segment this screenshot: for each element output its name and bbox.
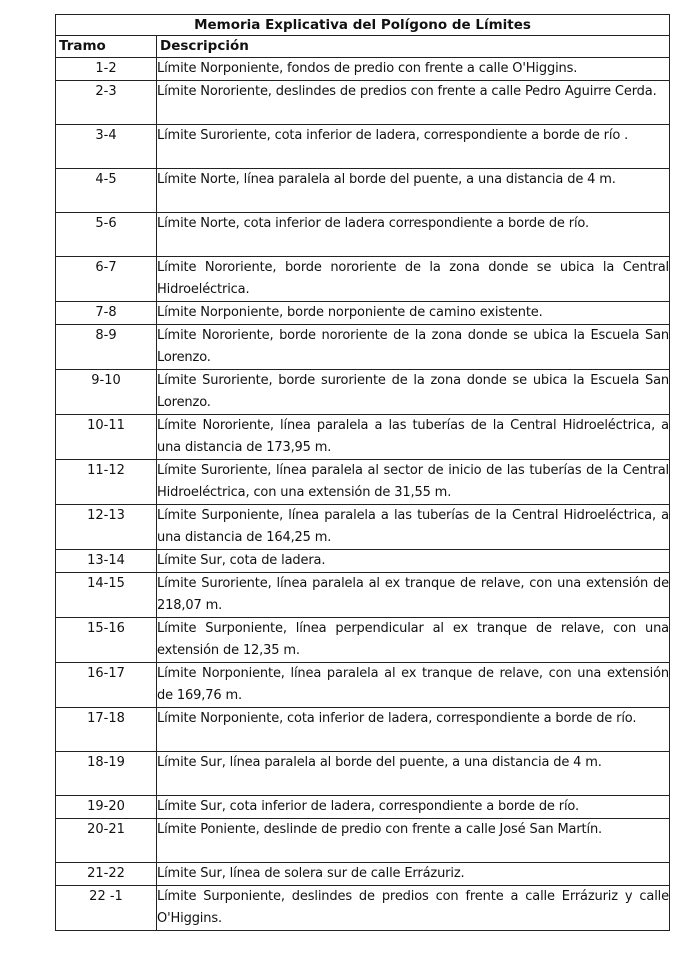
tramo-cell: 19-20	[56, 796, 157, 819]
table-row	[56, 819, 670, 863]
limits-table	[55, 14, 670, 931]
descripcion-cell: Límite Sur, línea paralela al borde del puente, a una distancia de 4 m.	[157, 752, 670, 796]
table-row	[56, 370, 670, 415]
descripcion-cell: Límite Poniente, deslinde de predio con frente a calle José San Martín.	[157, 819, 670, 863]
table-row	[56, 257, 670, 302]
descripcion-cell: Límite Sur, línea de solera sur de calle Errázuriz.	[157, 863, 670, 886]
descripcion-cell: Límite Nororiente, borde nororiente de la zona donde se ubica la Escuela San Lorenzo.	[157, 325, 670, 370]
tramo-cell: 6-7	[56, 257, 157, 302]
table-title: Memoria Explicativa del Polígono de Límites	[56, 15, 670, 36]
table-row	[56, 708, 670, 752]
descripcion-cell: Límite Surponiente, deslindes de predios con frente a calle Errázuriz y calle O'Higgins.	[157, 886, 670, 931]
table-row	[56, 618, 670, 663]
descripcion-cell: Límite Norponiente, fondos de predio con frente a calle O'Higgins.	[157, 58, 670, 81]
tramo-cell: 4-5	[56, 169, 157, 213]
descripcion-cell: Límite Surponiente, línea paralela a las tuberías de la Central Hidroeléctrica, a una distancia de 164,25 m.	[157, 505, 670, 550]
table-row	[56, 81, 670, 125]
descripcion-cell: Límite Norponiente, línea paralela al ex tranque de relave, con una extensión de 169,76 m.	[157, 663, 670, 708]
descripcion-cell: Límite Nororiente, línea paralela a las tuberías de la Central Hidroeléctrica, a una distancia de 173,95 m.	[157, 415, 670, 460]
table-row	[56, 169, 670, 213]
tramo-cell: 1-2	[56, 58, 157, 81]
tramo-cell: 22 -1	[56, 886, 157, 931]
tramo-cell: 16-17	[56, 663, 157, 708]
document-page	[55, 14, 669, 931]
descripcion-cell: Límite Norponiente, borde norponiente de camino existente.	[157, 302, 670, 325]
descripcion-cell: Límite Suroriente, línea paralela al sector de inicio de las tuberías de la Central Hidroeléctrica, con una extensión de 31,55 m.	[157, 460, 670, 505]
tramo-cell: 11-12	[56, 460, 157, 505]
table-row	[56, 863, 670, 886]
table-row	[56, 213, 670, 257]
tramo-cell: 21-22	[56, 863, 157, 886]
table-row	[56, 796, 670, 819]
table-row	[56, 325, 670, 370]
table-row	[56, 752, 670, 796]
table-row	[56, 573, 670, 618]
tramo-cell: 7-8	[56, 302, 157, 325]
descripcion-cell: Límite Surponiente, línea perpendicular al ex tranque de relave, con una extensión de 12,35 m.	[157, 618, 670, 663]
header-tramo: Tramo	[56, 36, 157, 58]
table-row	[56, 125, 670, 169]
tramo-cell: 18-19	[56, 752, 157, 796]
tramo-cell: 15-16	[56, 618, 157, 663]
table-row	[56, 886, 670, 931]
table-row	[56, 302, 670, 325]
table-row	[56, 663, 670, 708]
descripcion-cell: Límite Norte, cota inferior de ladera correspondiente a borde de río.	[157, 213, 670, 257]
table-row	[56, 505, 670, 550]
descripcion-cell: Límite Norte, línea paralela al borde del puente, a una distancia de 4 m.	[157, 169, 670, 213]
descripcion-cell: Límite Suroriente, cota inferior de ladera, correspondiente a borde de río .	[157, 125, 670, 169]
descripcion-cell: Límite Norponiente, cota inferior de ladera, correspondiente a borde de río.	[157, 708, 670, 752]
tramo-cell: 9-10	[56, 370, 157, 415]
tramo-cell: 14-15	[56, 573, 157, 618]
tramo-cell: 20-21	[56, 819, 157, 863]
table-row	[56, 550, 670, 573]
tramo-cell: 8-9	[56, 325, 157, 370]
descripcion-cell: Límite Sur, cota de ladera.	[157, 550, 670, 573]
table-row	[56, 415, 670, 460]
tramo-cell: 2-3	[56, 81, 157, 125]
descripcion-cell: Límite Nororiente, deslindes de predios con frente a calle Pedro Aguirre Cerda.	[157, 81, 670, 125]
descripcion-cell: Límite Nororiente, borde nororiente de la zona donde se ubica la Central Hidroeléctrica.	[157, 257, 670, 302]
tramo-cell: 3-4	[56, 125, 157, 169]
descripcion-cell: Límite Sur, cota inferior de ladera, correspondiente a borde de río.	[157, 796, 670, 819]
descripcion-cell: Límite Suroriente, borde suroriente de la zona donde se ubica la Escuela San Lorenzo.	[157, 370, 670, 415]
tramo-cell: 5-6	[56, 213, 157, 257]
descripcion-cell: Límite Suroriente, línea paralela al ex tranque de relave, con una extensión de 218,07 m.	[157, 573, 670, 618]
tramo-cell: 10-11	[56, 415, 157, 460]
tramo-cell: 17-18	[56, 708, 157, 752]
header-descripcion: Descripción	[157, 36, 670, 58]
tramo-cell: 13-14	[56, 550, 157, 573]
table-row	[56, 460, 670, 505]
table-row	[56, 58, 670, 81]
tramo-cell: 12-13	[56, 505, 157, 550]
